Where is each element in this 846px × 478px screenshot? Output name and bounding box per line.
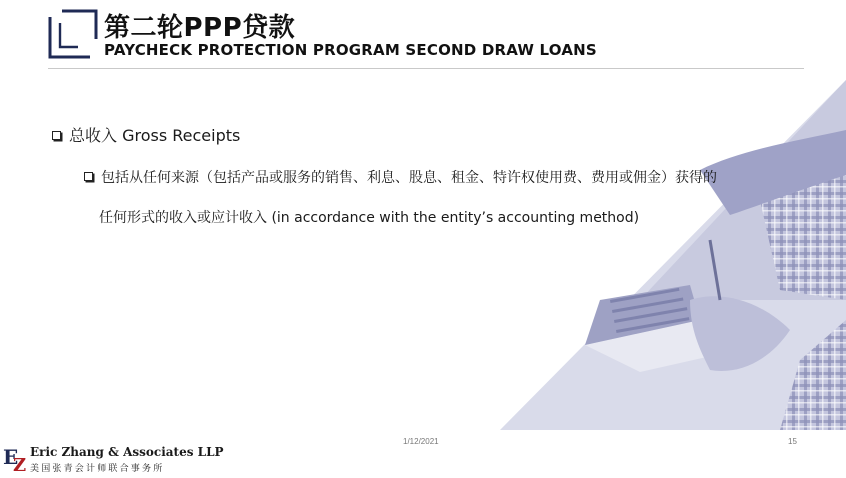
page-number: 15 xyxy=(788,437,797,446)
bullet-receipts-definition xyxy=(84,167,717,187)
checkbox-bullet-icon xyxy=(52,131,61,140)
firm-logo-icon xyxy=(3,444,29,472)
bullet-text: 包括从任何来源（包括产品或服务的销售、利息、股息、租金、特许权使用费、费用或佣金）获得的 xyxy=(101,170,717,186)
page-title: 第二轮PPP贷款 xyxy=(104,13,296,43)
bullet-text: 总收入 Gross Receipts xyxy=(69,126,241,145)
header-logo-icon xyxy=(48,9,98,59)
bullet-gross-receipts xyxy=(52,123,240,146)
footer-date: 1/12/2021 xyxy=(403,437,439,446)
bullet-text-continued: 任何形式的收入或应计收入 (in accordance with the entity’s accounting method) xyxy=(99,210,640,226)
header-divider xyxy=(48,68,804,69)
firm-name: Eric Zhang & Associates LLP xyxy=(30,445,224,459)
svg-text:E: E xyxy=(3,445,19,469)
checkbox-bullet-icon xyxy=(84,172,93,181)
svg-text:Z: Z xyxy=(13,455,27,472)
page-subtitle: PAYCHECK PROTECTION PROGRAM SECOND DRAW LOANS xyxy=(104,41,597,59)
firm-name-chinese: 美国张青会计师联合事务所 xyxy=(30,464,165,474)
